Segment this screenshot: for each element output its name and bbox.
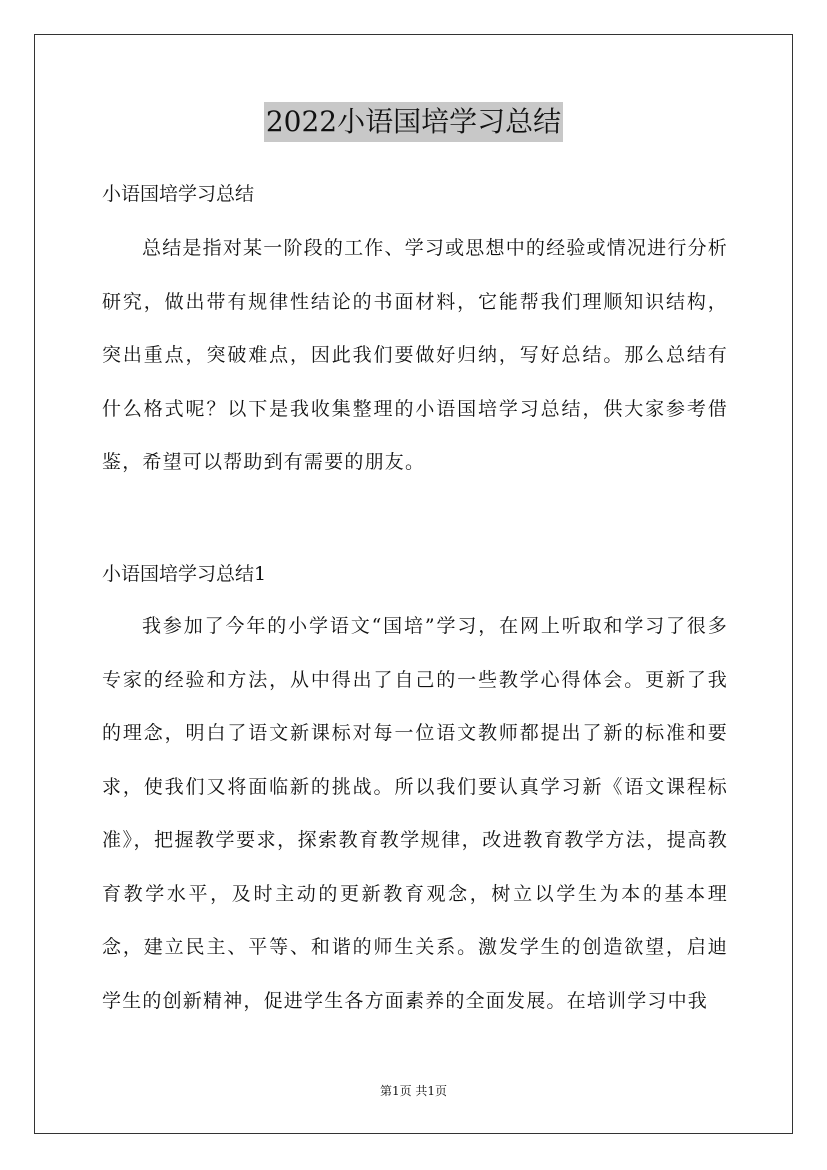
title-container: [0, 102, 827, 142]
subheading: 小语国培学习总结: [102, 183, 255, 205]
document-title: 2022小语国培学习总结: [264, 102, 563, 142]
intro-paragraph: 总结是指对某一阶段的工作、学习或思想中的经验或情况进行分析研究，做出带有规律性结论的书面材料，它能帮我们理顺知识结构，突出重点，突破难点，因此我们要做好归纳，写好总结。那么总结有什么格式呢？以下是我收集整理的小语国培学习总结，供大家参考借鉴，希望可以帮助到有需要的朋友。: [102, 237, 728, 473]
page-footer: 第1页 共1页: [379, 1084, 448, 1098]
section1-heading: 小语国培学习总结1: [102, 563, 267, 585]
section1-paragraph: 我参加了今年的小学语文“国培”学习，在网上听取和学习了很多专家的经验和方法，从中得出了自己的一些教学心得体会。更新了我的理念，明白了语文新课标对每一位语文教师都提出了新的标准和要求，使我们又将面临新的挑战。所以我们要认真学习新《语文课程标准》，把握教学要求，探索教育教学规律，改进教育教学方法，提高教育教学水平，及时主动的更新教育观念，树立以学生为本的基本理念，建立民主、平等、和谐的师生关系。激发学生的创造欲望，启迪学生的创新精神，促进学生各方面素养的全面发展。在培训学习中我: [102, 615, 728, 1012]
